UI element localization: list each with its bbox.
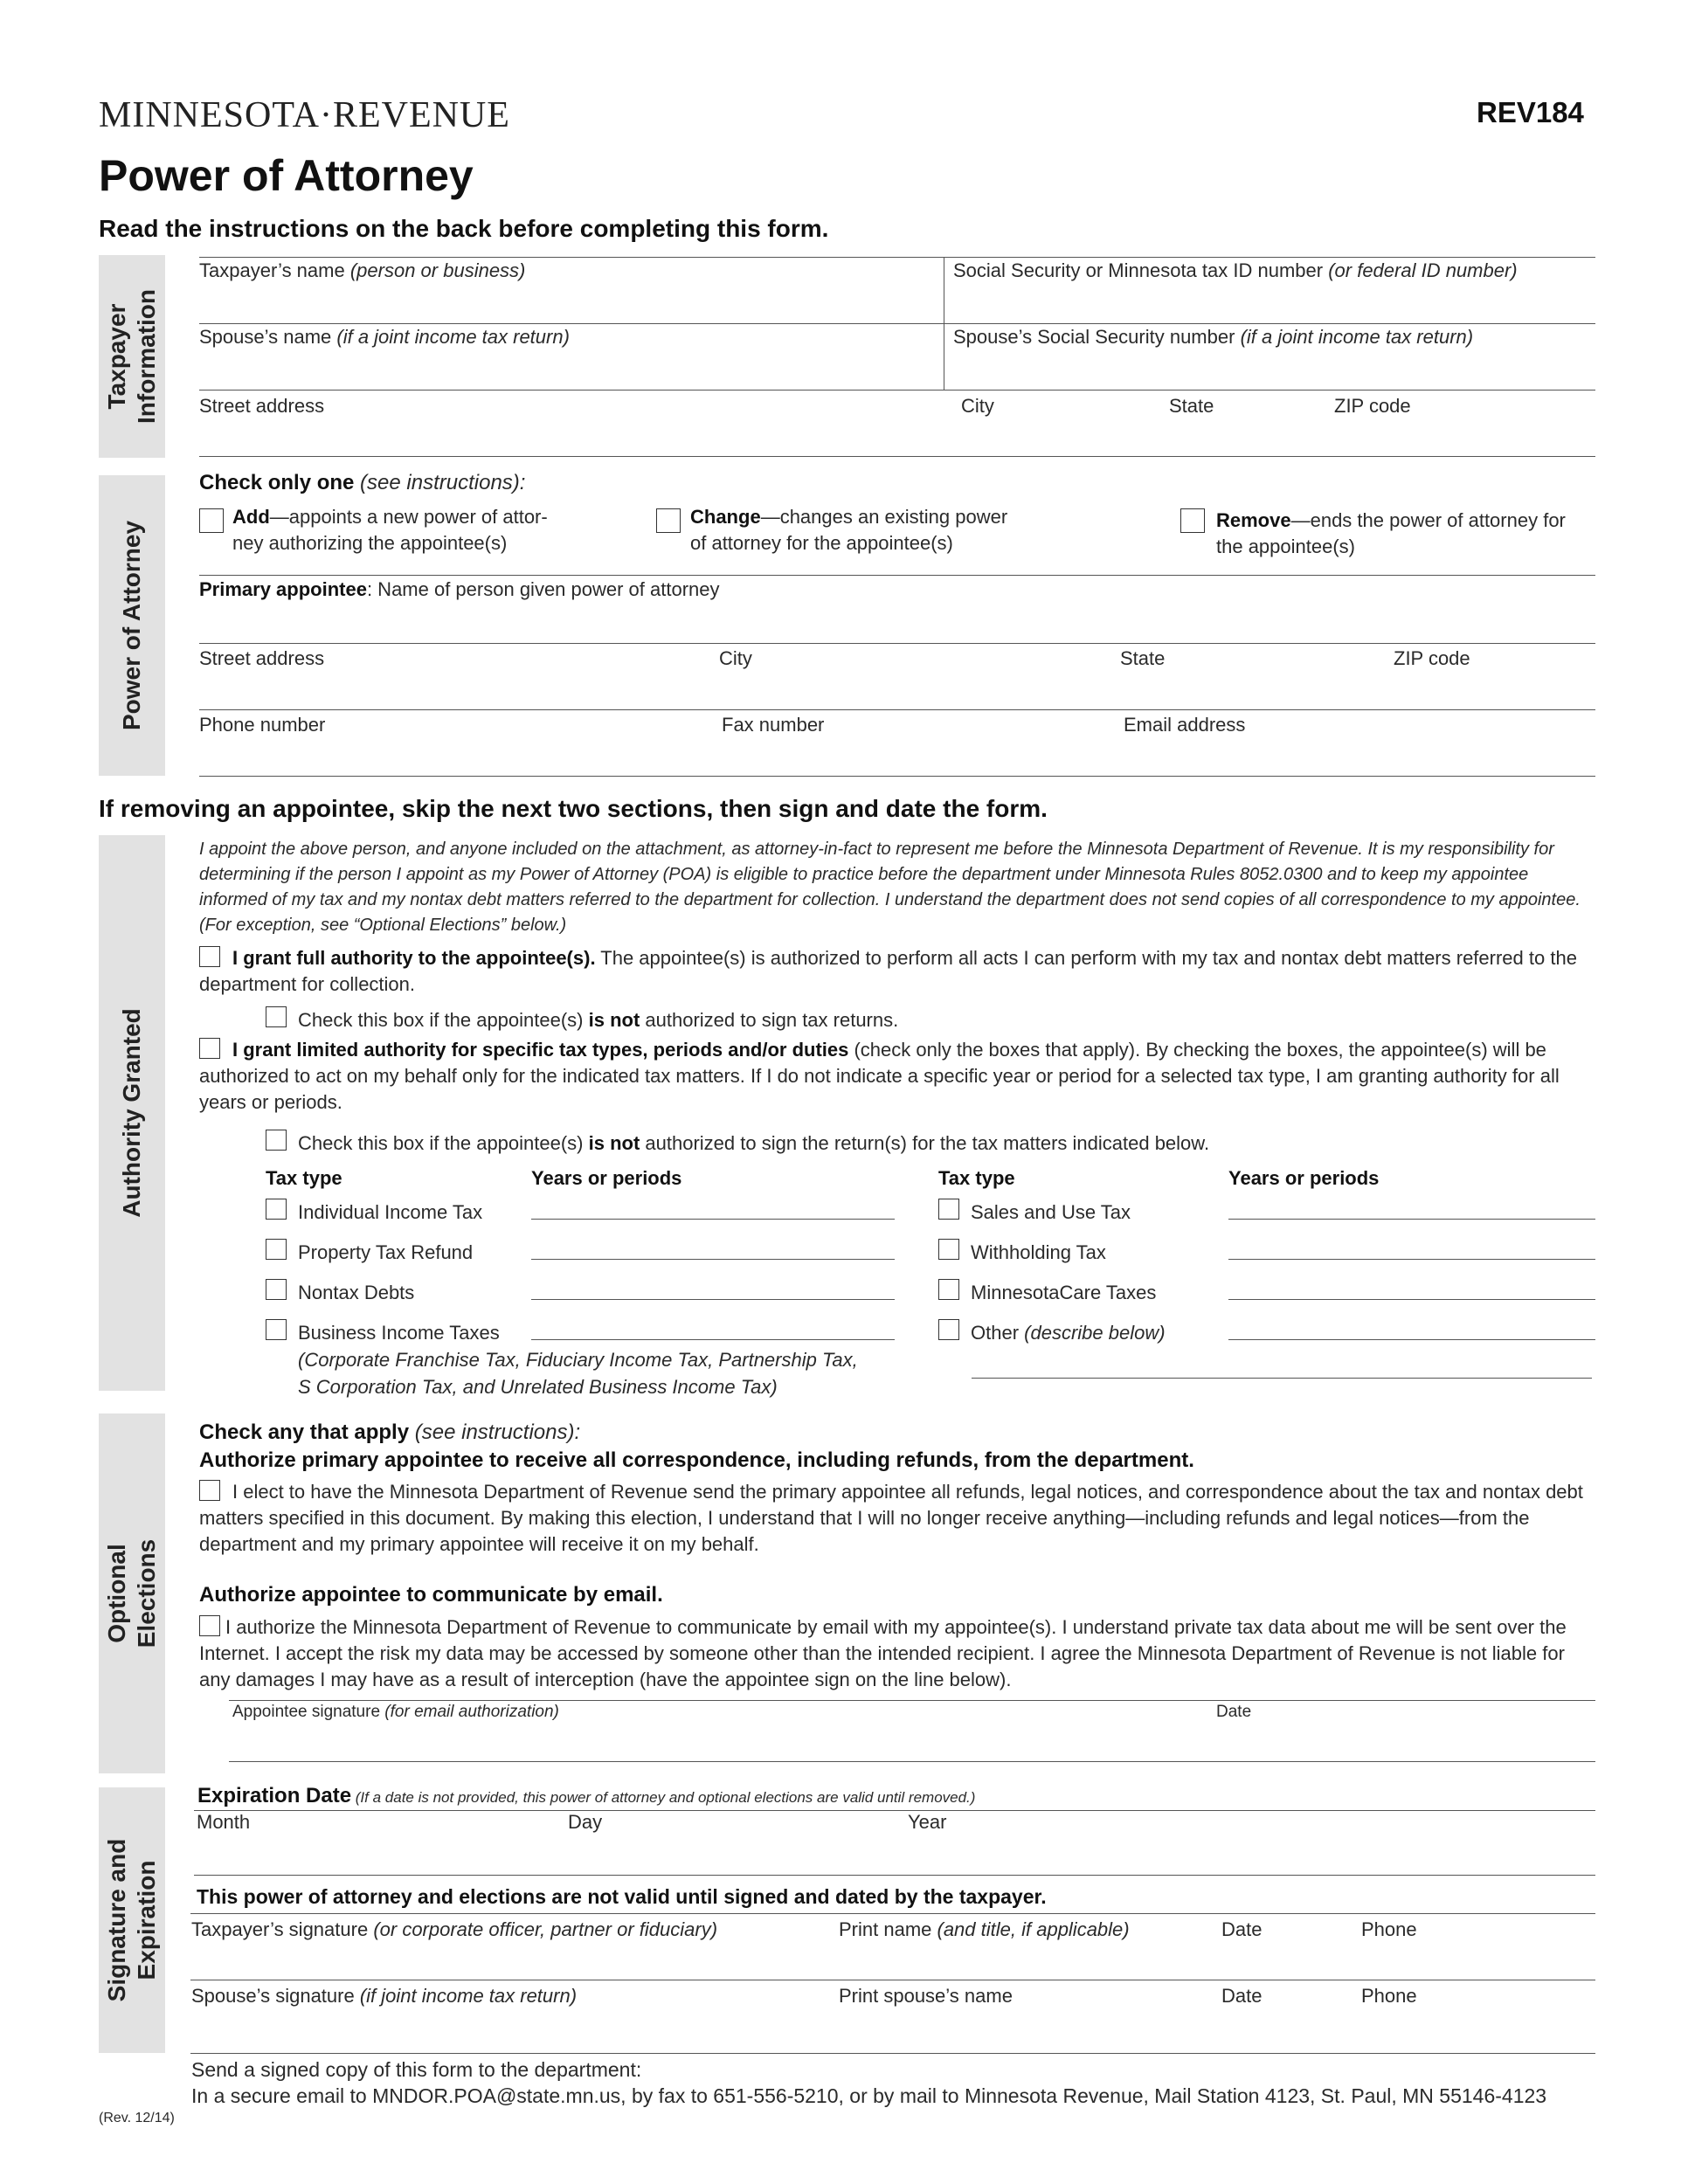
tax-type-label: Individual Income Tax [298,1201,483,1223]
page-title: Power of Attorney [99,151,474,200]
taxpayer-id-field[interactable] [953,259,1518,282]
primary-appointee-field[interactable] [199,578,720,601]
taxpayer-signature-field[interactable] [191,1918,717,1941]
business-income-taxes-checkbox[interactable] [266,1319,287,1340]
page-subtitle: Read the instructions on the back before completing this form. [99,215,829,242]
tax-type-label: Sales and Use Tax [971,1201,1131,1223]
full-not-sign-checkbox[interactable] [266,1006,287,1027]
text: authorized to sign the return(s) for the tax matters indicated below. [640,1132,1210,1154]
section-authority-granted [99,835,165,1391]
text: Check this box if the appointee(s) [298,1132,589,1154]
expiration-day-field[interactable]: Day [568,1811,603,1833]
valid-note: This power of attorney and elections are not valid until signed and dated by the taxpayer. [197,1885,1047,1908]
print-spouse-name-field[interactable]: Print spouse’s name [839,1985,1013,2007]
label: Change [690,506,761,528]
taxpayer-city-field[interactable]: City [961,395,994,417]
property-tax-refund-checkbox[interactable] [266,1239,287,1260]
label: Remove [1216,509,1291,531]
years-field-sales[interactable] [1228,1219,1595,1220]
spouse-phone-field[interactable]: Phone [1361,1985,1417,2007]
tax-type-label: Business Income Taxes [298,1322,500,1344]
col-tax-type-right: Tax type [938,1167,1015,1189]
col-years-right: Years or periods [1228,1167,1380,1189]
change-checkbox[interactable] [656,508,681,533]
spouse-name-field[interactable] [199,326,570,349]
section-label: Power of Attorney [118,520,145,731]
years-field-property[interactable] [531,1259,895,1260]
text: Check this box if the appointee(s) [298,1009,589,1031]
check-any-label [199,1420,580,1445]
section-power-of-attorney [99,475,165,776]
hint: (if a joint income tax return) [336,326,570,348]
spouse-date-field[interactable]: Date [1221,1985,1263,2007]
hint: (describe below) [1024,1322,1166,1344]
section-taxpayer-information [99,255,165,458]
expiration-date-label [197,1784,975,1808]
appointee-phone-field[interactable]: Phone number [199,714,326,736]
label: I grant full authority to the appointee(s). [232,947,596,969]
years-field-nontax[interactable] [531,1299,895,1300]
tax-type-label: MinnesotaCare Taxes [971,1282,1157,1303]
text: S Corporation Tax, and Unrelated Business Income Tax) [298,1376,778,1398]
text: (check only the boxes that apply). By checking the boxes, the appointee(s) will be authorized to act on my behalf only for the indicated tax matters. If I do not indicate a specific year or period for a selected tax type, I am granting authority for all years or periods. [199,1039,1560,1113]
form-number: REV184 [1477,96,1584,128]
appointee-fax-field[interactable]: Fax number [722,714,825,736]
expiration-month-field[interactable]: Month [197,1811,251,1833]
col-tax-type-left: Tax type [266,1167,342,1189]
text: (Corporate Franchise Tax, Fiduciary Income Tax, Partnership Tax, [298,1349,858,1371]
text: —changes an existing power [760,506,1008,528]
spouse-ssn-field[interactable] [953,326,1473,349]
limited-not-sign-label [298,1132,1209,1155]
appointee-zip-field[interactable]: ZIP code [1394,647,1470,669]
taxpayer-zip-field[interactable]: ZIP code [1334,395,1411,417]
hint: (person or business) [349,259,526,281]
correspondence-text: I elect to have the Minnesota Department of Revenue send the primary appointee all refunds, legal notices, and correspondence about the tax and nontax debt matters specified in this document. By making this election, I understand that I will no longer receive anything—including refunds and legal notices—from the department and my primary appointee will receive it on my behalf. [199,1481,1583,1555]
hint: (and title, if applicable) [937,1918,1130,1940]
label: Primary appointee [199,578,367,600]
email-text: I authorize the Minnesota Department of Revenue to communicate by email with my appointee(s). I understand private tax data about me will be sent over the Internet. I accept the risk my data may be accessed by someone other than the intended recipient. I agree the Minnesota Department of Revenue is not liable for any damages I may have as a result of interception (have the appointee sign on the line below). [199,1616,1567,1690]
text: : Name of person given power of attorney [366,578,720,600]
section-label: Taxpayer Information [103,289,160,424]
expiration-year-field[interactable]: Year [908,1811,947,1833]
limited-not-sign-checkbox[interactable] [266,1130,287,1151]
text: Other [971,1322,1025,1344]
emphasis: is not [588,1132,640,1154]
other-tax-checkbox[interactable] [938,1319,959,1340]
agency-logo: MINNESOTA·REVENUE [99,95,510,135]
section-optional-elections [99,1413,165,1773]
label: Spouse’s name [199,326,332,348]
years-field-individual[interactable] [531,1219,895,1220]
add-checkbox[interactable] [199,508,224,533]
text: of attorney for the appointee(s) [690,532,953,554]
spouse-signature-field[interactable] [191,1985,577,2008]
nontax-debts-checkbox[interactable] [266,1279,287,1300]
taxpayer-street-field[interactable]: Street address [199,395,325,417]
hint: (if a joint income tax return) [1240,326,1474,348]
hint: (or federal ID number) [1328,259,1518,281]
section-label: Authority Granted [118,1008,145,1218]
tax-type-label: Property Tax Refund [298,1241,474,1263]
label: Social Security or Minnesota tax ID number [953,259,1324,281]
correspondence-heading: Authorize primary appointee to receive all correspondence, including refunds, from the department. [199,1448,1194,1472]
other-describe-field[interactable] [972,1378,1592,1379]
business-income-note [298,1346,858,1400]
label: Check only one [199,471,355,494]
hint: (see instructions): [414,1420,581,1444]
change-option-label [690,504,1007,556]
remove-option-label [1216,508,1566,560]
minnesotacare-taxes-checkbox[interactable] [938,1279,959,1300]
label: I grant limited authority for specific tax types, periods and/or duties [232,1039,849,1061]
individual-income-tax-checkbox[interactable] [266,1199,287,1220]
hint: (see instructions): [360,471,526,494]
text: ney authorizing the appointee(s) [232,532,508,554]
text: authorized to sign tax returns. [640,1009,899,1031]
send-instructions-line-1: Send a signed copy of this form to the department: [191,2058,642,2081]
appointee-street-field[interactable]: Street address [199,647,325,669]
label: Print name [839,1918,937,1940]
other-tax-label [971,1322,1166,1344]
full-authority-text [199,945,1597,998]
text: The appointee(s) is authorized to perform all acts I can perform with my tax and nontax debt matters referred to the department for collection. [199,947,1577,995]
years-field-business[interactable] [531,1339,895,1340]
section-label: Signature and Expiration [103,1838,160,2002]
taxpayer-phone-field[interactable]: Phone [1361,1918,1417,1940]
years-field-minnesotacare[interactable] [1228,1299,1595,1300]
add-option-label [232,504,548,556]
appointee-signature-field[interactable] [232,1703,559,1722]
taxpayer-name-field[interactable] [199,259,525,282]
appointee-city-field[interactable]: City [719,647,752,669]
label: Spouse’s Social Security number [953,326,1235,348]
taxpayer-state-field[interactable]: State [1169,395,1214,417]
emphasis: is not [588,1009,640,1031]
appointee-state-field[interactable]: State [1120,647,1166,669]
withholding-tax-checkbox[interactable] [938,1239,959,1260]
label: Spouse’s signature [191,1985,360,2007]
check-only-one-label [199,471,525,495]
send-instructions-line-2: In a secure email to MNDOR.POA@state.mn.us, by fax to 651-556-5210, or by mail to Minnesota Revenue, Mail Station 4123, St. Paul, MN 55146-4123 [191,2084,1547,2107]
tax-type-label: Nontax Debts [298,1282,415,1303]
text: —ends the power of attorney for [1290,509,1566,531]
hint: (if joint income tax return) [359,1985,578,2007]
hint: (If a date is not provided, this power of attorney and optional elections are valid until removed.) [351,1789,976,1806]
years-field-withholding[interactable] [1228,1259,1595,1260]
label: Taxpayer’s signature [191,1918,374,1940]
label: Expiration Date [197,1784,352,1807]
years-field-other[interactable] [1228,1339,1595,1340]
hint: (or corporate officer, partner or fiduciary) [373,1918,718,1940]
hint: (for email authorization) [384,1703,559,1721]
revision-label: (Rev. 12/14) [99,2111,175,2125]
text: the appointee(s) [1216,536,1355,557]
section-label: Optional Elections [103,1538,160,1648]
appointee-email-field[interactable]: Email address [1124,714,1246,736]
remove-checkbox[interactable] [1180,508,1205,533]
label: Add [232,506,270,528]
email-heading: Authorize appointee to communicate by email. [199,1583,663,1607]
print-name-field[interactable] [839,1918,1130,1941]
section-signature-expiration [99,1787,165,2053]
label: Taxpayer’s name [199,259,345,281]
tax-type-label: Withholding Tax [971,1241,1106,1263]
label: Appointee signature [232,1703,385,1721]
sales-use-tax-checkbox[interactable] [938,1199,959,1220]
text: —appoints a new power of attor- [269,506,548,528]
taxpayer-date-field[interactable]: Date [1221,1918,1263,1940]
full-not-sign-label [298,1009,898,1032]
col-years-left: Years or periods [531,1167,682,1189]
authority-intro: I appoint the above person, and anyone included on the attachment, as attorney-in-fact to represent me before the Minnesota Department of Revenue. It is my responsibility for determining if the person I appoint as my Power of Attorney (POA) is eligible to practice before the department under Minnesota Rules 8052.0300 and to keep my appointee informed of my tax and my nontax debt matters referred to the department for collection. I understand the department does not send copies of all correspondence to my appointee. (For exception, see “Optional Elections” below.) [199,840,1581,935]
removing-note: If removing an appointee, skip the next two sections, then sign and date the form. [99,795,1048,822]
appointee-date-field[interactable]: Date [1216,1703,1252,1721]
label: Check any that apply [199,1420,410,1444]
limited-authority-text [199,1037,1597,1116]
